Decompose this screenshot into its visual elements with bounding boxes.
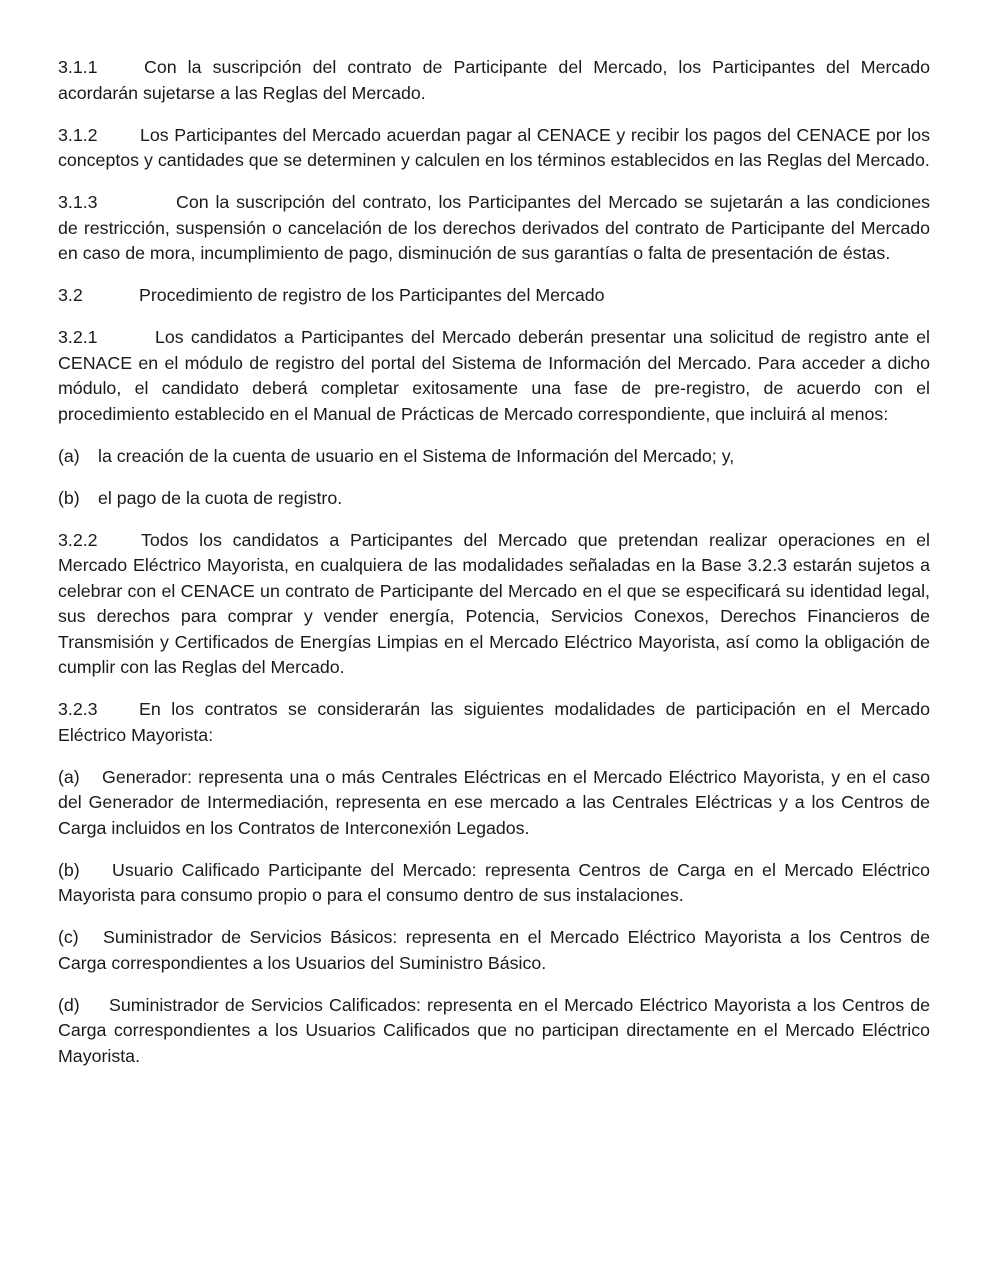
clause-text: Los Participantes del Mercado acuerdan pagar al CENACE y recibir los pagos del CENACE por los conceptos y cantidades que se determinen y calculen en los términos establecidos en las Reglas del Mercado.	[58, 124, 930, 170]
list-marker: (c)	[58, 927, 79, 947]
section-3-2-heading	[58, 283, 930, 309]
list-item-a	[58, 444, 930, 470]
section-number: 3.2	[58, 285, 83, 305]
clause-3-1-2	[58, 123, 930, 174]
list-item-text: la creación de la cuenta de usuario en el Sistema de Información del Mercado; y,	[98, 445, 735, 466]
modality-usuario-calificado	[58, 858, 930, 909]
clause-number: 3.2.1	[58, 327, 98, 347]
list-item-b	[58, 486, 930, 512]
list-item-text: Usuario Calificado Participante del Mercado: representa Centros de Carga en el Mercado Eléctrico Mayorista para consumo propio o para el consumo dentro de sus instalaciones.	[58, 859, 930, 905]
clause-3-2-1	[58, 325, 930, 427]
clause-number: 3.2.3	[58, 699, 98, 719]
list-marker: (a)	[58, 766, 80, 787]
list-marker: (b)	[58, 487, 80, 508]
list-marker: (b)	[58, 859, 80, 880]
modality-generador	[58, 765, 930, 842]
list-item-text: Generador: representa una o más Centrales Eléctricas en el Mercado Eléctrico Mayorista, y en el caso del Generador de Intermediación, representa en ese mercado a las Centrales Eléctricas y a los Centros de Carga incluidos en los Contratos de Interconexión Legados.	[58, 766, 930, 838]
list-item-text: Suministrador de Servicios Básicos: representa en el Mercado Eléctrico Mayorista a los Centros de Carga correspondientes a los Usuarios del Suministro Básico.	[58, 927, 930, 973]
clause-3-1-1	[58, 55, 930, 106]
clause-text: En los contratos se considerarán las siguientes modalidades de participación en el Mercado Eléctrico Mayorista:	[58, 699, 930, 745]
list-item-text: el pago de la cuota de registro.	[98, 487, 343, 508]
list-marker: (a)	[58, 445, 80, 466]
list-marker: (d)	[58, 994, 80, 1015]
clause-number: 3.1.1	[58, 57, 98, 77]
clause-text: Todos los candidatos a Participantes del Mercado que pretendan realizar operaciones en el Mercado Eléctrico Mayorista, en cualquiera de las modalidades señaladas en la Base 3.2.3 estarán sujetos a celebrar con el CENACE un contrato de Participante del Mercado en el que se especificará su identidad legal, sus derechos para comprar y vender energía, Potencia, Servicios Conexos, Derechos Financieros de Transmisión y Certificados de Energías Limpias en el Mercado Eléctrico Mayorista, así como la obligación de cumplir con las Reglas del Mercado.	[58, 529, 930, 677]
clause-text: Con la suscripción del contrato de Participante del Mercado, los Participantes del Mercado acordarán sujetarse a las Reglas del Mercado.	[58, 57, 930, 103]
clause-number: 3.1.3	[58, 192, 98, 212]
document-page	[58, 55, 930, 1086]
clause-text: Con la suscripción del contrato, los Participantes del Mercado se sujetarán a las condiciones de restricción, suspensión o cancelación de los derechos derivados del contrato de Participante del Mercado en caso de mora, incumplimiento de pago, disminución de sus garantías o falta de presentación de éstas.	[58, 192, 930, 263]
clause-3-1-3	[58, 190, 930, 267]
clause-number: 3.1.2	[58, 124, 98, 145]
list-item-text: Suministrador de Servicios Calificados: representa en el Mercado Eléctrico Mayorista a los Centros de Carga correspondientes a los Usuarios Calificados que no participan directamente en el Mercado Eléctrico Mayorista.	[58, 994, 930, 1066]
clause-3-2-3	[58, 697, 930, 748]
modality-suministrador-calificados	[58, 993, 930, 1070]
clause-text: Los candidatos a Participantes del Mercado deberán presentar una solicitud de registro ante el CENACE en el módulo de registro del portal del Sistema de Información del Mercado. Para acceder a dicho módulo, el candidato deberá completar exitosamente una fase de pre-registro, de acuerdo con el procedimiento establecido en el Manual de Prácticas de Mercado correspondiente, que incluirá al menos:	[58, 327, 930, 424]
clause-3-2-2	[58, 528, 930, 681]
modality-suministrador-basicos	[58, 925, 930, 976]
section-title: Procedimiento de registro de los Participantes del Mercado	[139, 285, 605, 305]
clause-number: 3.2.2	[58, 529, 98, 550]
